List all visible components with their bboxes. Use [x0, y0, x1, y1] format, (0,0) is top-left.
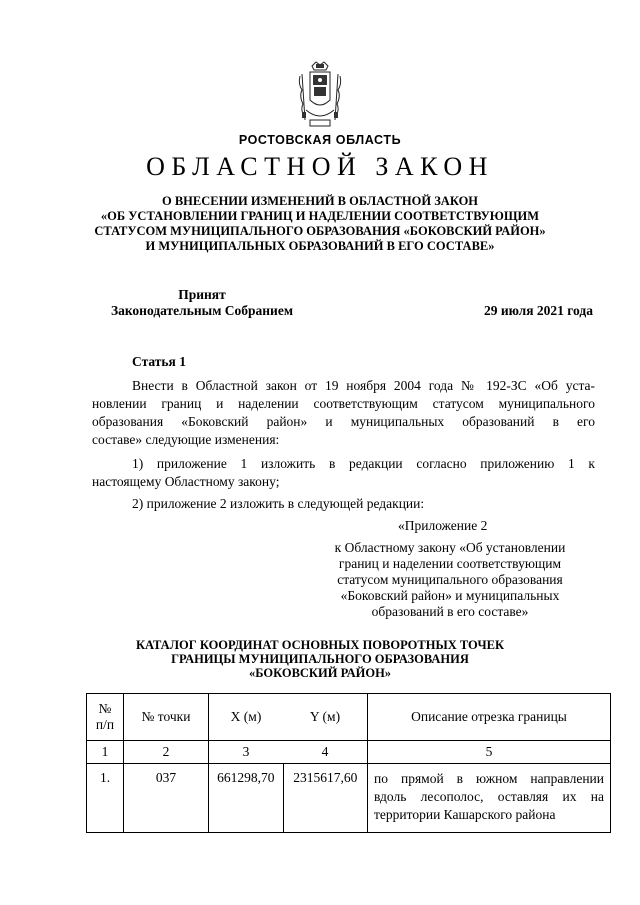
col-header-num-line1: №	[98, 701, 112, 716]
article-item-2	[92, 495, 595, 513]
subtitle-line: СТАТУСОМ МУНИЦИПАЛЬНОГО ОБРАЗОВАНИЯ «БОКОВСКИЙ РАЙОН»	[94, 224, 546, 238]
col-header-point: № точки	[124, 694, 209, 741]
article-item-1	[92, 455, 595, 491]
article-intro	[92, 377, 595, 449]
catalog-title-line: «БОКОВСКИЙ РАЙОН»	[248, 666, 392, 680]
appendix-line: «Боковский район» и муниципальных	[340, 588, 560, 603]
subtitle-line: «ОБ УСТАНОВЛЕНИИ ГРАНИЦ И НАДЕЛЕНИИ СООТВЕТСТВУЮЩИМ	[100, 209, 540, 223]
column-number: 1	[87, 741, 124, 764]
adopted-label: Принят	[178, 287, 226, 302]
coordinates-table	[86, 693, 611, 833]
row-num: 1.	[87, 764, 124, 833]
column-number-row	[87, 741, 611, 764]
text-line: образования «Боковский район» и муниципальных образований в его	[92, 414, 595, 429]
text-line: новлении границ и наделении соответствующим статусом муниципального	[92, 396, 595, 411]
article-heading: Статья 1	[132, 354, 186, 369]
col-header-num-line2: п/п	[95, 717, 115, 732]
adopted-body: Законодательным Собранием	[110, 303, 294, 318]
description-line: по прямой в южном направлении	[374, 771, 604, 786]
table-header-row	[87, 694, 611, 741]
text-line: составе» следующие изменения:	[92, 432, 280, 447]
col-header-num	[87, 694, 124, 741]
appendix-line: границ и наделении соответствующим	[338, 556, 562, 571]
text-line: настоящему Областному закону;	[92, 474, 280, 489]
col-header-x: X (м)	[209, 694, 284, 741]
column-number: 2	[124, 741, 209, 764]
text-line: 2) приложение 2 изложить в следующей редакции:	[132, 496, 425, 511]
text-line: Внести в Областной закон от 19 ноября 2004 года № 192-ЗС «Об уста-	[132, 378, 595, 393]
adopted-by	[92, 287, 312, 319]
column-number: 4	[283, 741, 368, 764]
subtitle-line: И МУНИЦИПАЛЬНЫХ ОБРАЗОВАНИЙ В ЕГО СОСТАВЕ»	[145, 239, 495, 253]
appendix-line: статусом муниципального образования	[337, 572, 563, 587]
catalog-title-line: КАТАЛОГ КООРДИНАТ ОСНОВНЫХ ПОВОРОТНЫХ ТОЧЕК	[135, 638, 505, 652]
row-x: 661298,70	[209, 764, 284, 833]
appendix-line: к Областному закону «Об установлении	[334, 540, 566, 555]
description-line: вдоль лесополос, оставляя их на	[374, 789, 604, 804]
row-description	[368, 764, 611, 833]
col-header-y: Y (м)	[283, 694, 368, 741]
col-header-description: Описание отрезка границы	[368, 694, 611, 741]
appendix-title: «Приложение 2	[398, 518, 488, 533]
appendix-line: образований в его составе»	[371, 604, 529, 619]
table-row	[87, 764, 611, 833]
rostov-oblast-coat-of-arms	[296, 60, 344, 128]
document-title: ОБЛАСТНОЙ ЗАКОН	[146, 152, 494, 181]
subtitle-line: О ВНЕСЕНИИ ИЗМЕНЕНИЙ В ОБЛАСТНОЙ ЗАКОН	[161, 194, 479, 208]
region-name: РОСТОВСКАЯ ОБЛАСТЬ	[238, 133, 402, 147]
description-line: территории Кашарского района	[374, 807, 556, 822]
row-point: 037	[124, 764, 209, 833]
appendix-reference	[305, 540, 595, 620]
column-number: 3	[209, 741, 284, 764]
text-line: 1) приложение 1 изложить в редакции согласно приложению 1 к	[132, 456, 595, 471]
row-y: 2315617,60	[283, 764, 368, 833]
catalog-title	[60, 638, 580, 680]
catalog-title-line: ГРАНИЦЫ МУНИЦИПАЛЬНОГО ОБРАЗОВАНИЯ	[171, 652, 469, 666]
law-subtitle	[60, 194, 580, 254]
adoption-date: 29 июля 2021 года	[484, 303, 593, 318]
column-number: 5	[368, 741, 611, 764]
